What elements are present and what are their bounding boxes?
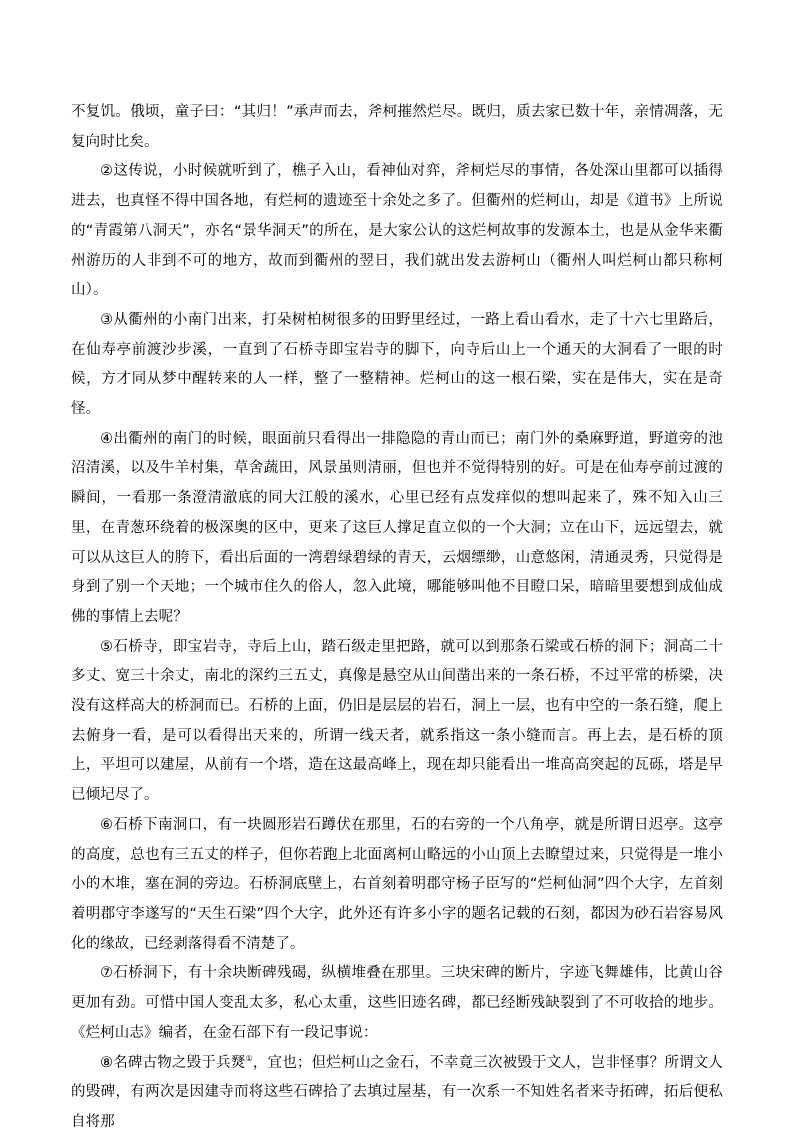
footnote-marker: ① [245, 1053, 253, 1063]
body-text [71, 98, 723, 1138]
paragraph-8-text-start: ⑧名碑古物之毁于兵燹 [100, 1054, 246, 1071]
paragraph-8 [71, 1049, 723, 1138]
paragraph-8-text-end: ，宜也；但烂柯山之金石，不幸竟三次被毁于文人，岂非怪事？所谓文人的毁碑，有两次是因建寺而将这些石碑拾了去填过屋基，有一次系一不知姓名者来寺拓碑，拓后便私自将那 [71, 1054, 724, 1130]
paragraph-continuation: 不复饥。俄顷，童子曰：“其归！”承声而去，斧柯摧然烂尽。既归，质去家已数十年，亲情凋落，无复向时比矣。 [71, 104, 723, 150]
paragraph-2: ②这传说，小时候就听到了，樵子入山，看神仙对弈，斧柯烂尽的事情，各处深山里都可以插得进去，也真怪不得中国各地，有烂柯的遗迹至十余处之多了。但衢州的烂柯山，却是《道书》上所说的“青霞第八洞天”，亦名“景华洞天”的所在，是大家公认的这烂柯故事的发源本土，也是从金华来衢州游历的人非到不可的地方，故而到衢州的翌日，我们就出发去游柯山（衢州人叫烂柯山都只称柯山）。 [71, 163, 723, 299]
paragraph-3: ③从衢州的小南门出来，打朵树柏树很多的田野里经过，一路上看山看水，走了十六七里路后，在仙寿亭前渡沙步溪，一直到了石桥寺即宝岩寺的脚下，向寺后山上一个通天的大洞看了一眼的时候，方才同从梦中醒转来的人一样，整了一整精神。烂柯山的这一根石梁，实在是伟大，实在是奇怪。 [71, 311, 723, 418]
paragraph-7: ⑦石桥洞下，有十余块断碑残碣，纵横堆叠在那里。三块宋碑的断片，字迹飞舞雄伟，比黄山谷更加有劲。可惜中国人变乱太多，私心太重，这些旧迹名碑，都已经断残缺裂到了不可收拾的地步。《烂柯山志》编者，在金石部下有一段记事说： [71, 965, 723, 1041]
paragraph-5: ⑤石桥寺，即宝岩寺，寺后上山，踏石级走里把路，就可以到那条石梁或石桥的洞下；洞高二十多丈、宽三十余丈，南北的深约三五丈，真像是悬空从山间凿出来的一条石桥，不过平常的桥梁，决没有这样高大的桥洞而已。石桥的上面，仍旧是层层的岩石，洞上一层，也有中空的一条石缝，爬上去俯身一看，是可以看得出天来的，所谓一线天者，就系指这一条小缝而言。再上去，是石桥的顶上，平坦可以建屋，从前有一个塔，造在这最高峰上，现在却只能看出一堆高高突起的瓦砾，塔是早已倾圮尽了。 [71, 638, 723, 804]
paragraph-4: ④出衢州的南门的时候，眼面前只看得出一排隐隐的青山而已；南门外的桑麻野道，野道旁的池沼清溪，以及牛羊村集，草舍蔬田，风景虽则清丽，但也并不觉得特别的好。可是在仙寿亭前过渡的瞬间，一看那一条澄清澈底的同大江般的溪水，心里已经有点发痒似的想叫起来了，殊不知入山三里，在青葱环绕着的极深奥的区中，更来了这巨人撑足直立似的一个大洞；立在山下，远远望去，就可以从这巨人的胯下，看出后面的一湾碧绿碧绿的青天，云烟缥缈，山意悠闲，清通灵秀，只觉得是身到了别一个天地；一个城市住久的俗人，忽入此境，哪能够叫他不目瞪口呆，暗暗里要想到成仙成佛的事情上去呢？ [71, 430, 723, 625]
paragraph-6: ⑥石桥下南洞口，有一块圆形岩石蹲伏在那里，石的右旁的一个八角亭，就是所谓日迟亭。这亭的高度，总也有三五丈的样子，但你若跑上北面离柯山略远的小山顶上去瞭望过来，只觉得是一堆小小的木堆，塞在洞的旁边。石桥洞底壁上，右首刻着明郡守杨子臣写的“烂柯仙洞”四个大字，左首刻着明郡守李遂写的“天生石梁”四个大字，此外还有许多小字的题名记载的石刻，都因为砂石岩容易风化的缘故，已经剥落得看不清楚了。 [71, 816, 723, 952]
